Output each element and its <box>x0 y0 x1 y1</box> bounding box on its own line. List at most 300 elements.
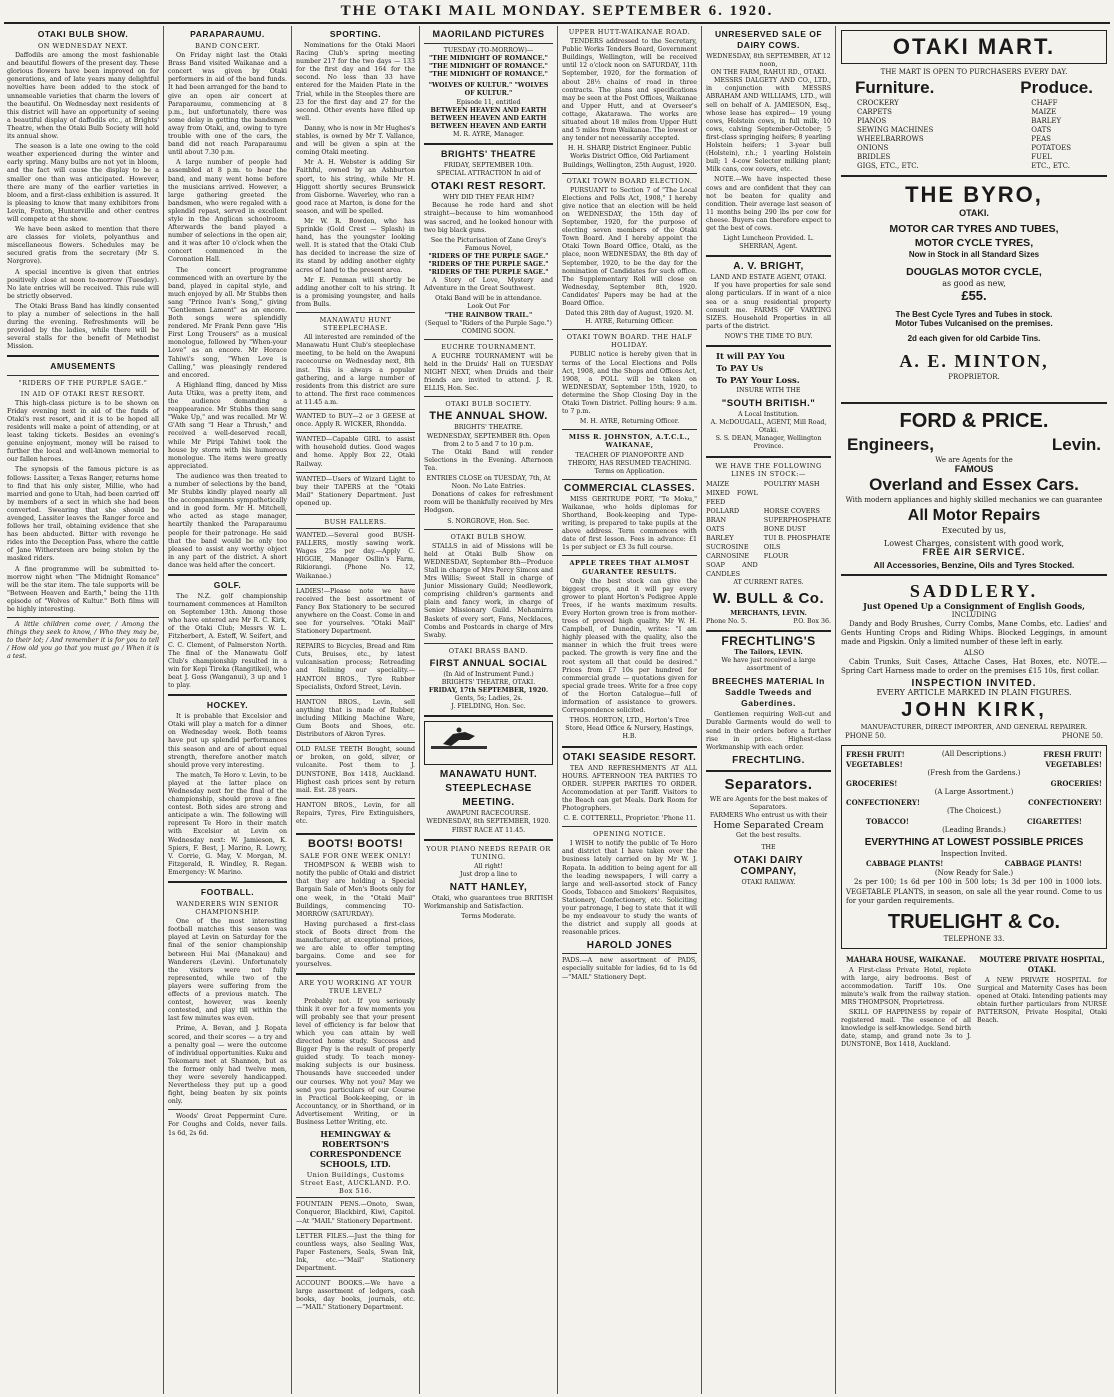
column-2 <box>165 26 290 1394</box>
ford-p1: With modern appliances and highly skilled mechanics we can guarantee <box>845 496 1103 504</box>
pay-line: To PAY Us <box>716 364 764 374</box>
section-rule <box>706 770 831 772</box>
veg-sub: (Fresh from the Gardens.) <box>927 769 1021 777</box>
dairy-sale-date: WEDNESDAY, 8th SEPTEMBER, AT 12 noon, <box>706 53 831 69</box>
paraparaumu-heading: PARAPARAUMU. <box>190 29 265 39</box>
ford-repairs: All Motor Repairs <box>907 507 1041 524</box>
home-cream: Home Separated Cream <box>713 821 824 832</box>
conf-sub: (The Choicest.) <box>946 807 1002 815</box>
stock-item: BRAN <box>706 515 727 524</box>
article-paragraph: All interested are reminded of the Manawatu Hunt Club's steeplechase meeting, to be held on the Awapuni racecourse on Wednesday next, 8th inst. This is always a popular gathering, and a large number of residents from this district are sure to attend. The first race commences at 11.45 a.m. <box>296 334 415 406</box>
section-rule <box>841 402 1107 404</box>
article-paragraph: Gentlemen requiring Well-cut and Durable Garments would do well to send in their orders before a further rise in price. Highest-class Workmanship with each order. <box>706 711 831 751</box>
section-rule <box>424 529 553 530</box>
section-rule <box>296 833 415 835</box>
section-rule <box>706 345 831 347</box>
ford-levin: Levin. <box>1051 435 1101 454</box>
mart-sub: THE MART IS OPEN TO PURCHASERS EVERY DAY. <box>880 68 1068 76</box>
stock-item: MAIZE <box>706 479 730 488</box>
column-separator <box>163 26 164 1394</box>
list-item: SEWING MACHINES <box>857 126 934 134</box>
article-paragraph: Only the best stock can give the biggest crops, and it will pay every grower to plant Horton's Pedigree Apple Trees, if he wants maximum results. Every Horton grown tree is from mother-trees of proved high quality. Mr W. H. Campbell, of Dunedin, writes: "I am highly pleased with the quality, also the manner in which the fruit trees were packed. The growth is very fine and the root system all that could be desired." Prices from £7 10s per hundred for commercial grade — quotations given for special grade trees. Write for a free copy of the Horton Catalogue—full of information of assistance to growers. Correspondence solicited. <box>562 577 697 715</box>
section-rule <box>706 255 831 257</box>
article-paragraph: One of the most interesting football matches this season was played at Levin on Saturday for the final of the senior championship between Hui Mai (Manakau) and Wanderers (Levin). Unfortunately the visitors were not fully represented, while two of the players were suffering from the effects of a previous match. The contest, however, was keenly contested, and play till within the last few minutes was even. <box>168 918 287 1023</box>
stock-item: CARNOSINE <box>706 551 750 560</box>
inspection-invited: Inspection Invited. <box>940 849 1008 858</box>
article-paragraph: TEA AND REFRESHMENTS AT ALL HOURS. AFTERNOON TEA PARTIES TO ORDER. SUPPER PARTIES TO ORDER. Accommodation at per Tariff. Visitors to the Beach can get Meals. Dark Room for Photographers. <box>562 764 697 812</box>
section-rule <box>841 175 1107 177</box>
list-item: GIGS, ETC., ETC. <box>857 162 919 170</box>
annual-date: WEDNESDAY, SEPTEMBER 8th. Open from 2 to 5 and 7 to 10 p.m. <box>426 432 551 448</box>
town-signature: Dated this 28th day of August, 1920. M. H. AYRE, Returning Officer. <box>565 310 694 326</box>
stock-item: OATS <box>706 524 725 533</box>
article-paragraph: On Friday night last the Otaki Brass Band visited Waikanae and a concert was given by Otaki performers in aid of the band funds. It had been arranged for the band to give an open air concert at Paraparaumu, commencing at 8 p.m., but unfortunately, there was some delay in getting the bandsmen away from Otaki, and, owing to tyre trouble with one of the cars, the band did not reach Paraparaumu until about 7.30 p.m. <box>168 52 287 157</box>
half-signature: M. H. AYRE, Returning Officer. <box>579 418 680 426</box>
section-rule <box>562 173 697 174</box>
classified-ad: WANTED.—Several good BUSH-FALLERS, mostly sawing work. Wages 25s per day.—Apply C. HIGGIE, Manager Osllin's Farm, Rikiorangi. (Phone No. 12, Waikanae.) <box>296 528 415 584</box>
stock-item: POULTRY MASH <box>763 479 820 488</box>
cab-row <box>846 859 1102 869</box>
list-item: MAIZE <box>1031 108 1057 116</box>
ford-famous: FAMOUS <box>954 464 994 474</box>
boots-subheading: SALE FOR ONE WEEK ONLY! <box>299 852 412 861</box>
minton-sub: PROPRIETOR. <box>948 373 1000 381</box>
maoriland-feature: "THE MIDNIGHT OF ROMANCE." <box>429 71 548 79</box>
annual-show-heading: THE ANNUAL SHOW. <box>429 410 548 423</box>
frechtling-signature: FRECHTLING. <box>732 754 805 766</box>
every-article: EVERY ARTICLE MARKED IN PLAIN FIGURES. <box>876 688 1072 697</box>
fresh-left: FRESH FRUIT! <box>846 750 905 759</box>
brights-feature: "RIDERS OF THE PURPLE SAGE." <box>428 269 549 277</box>
article-paragraph: Having purchased a first-class stock of Boots direct from the manufacturer, at exceptional prices, we are able to offer tempting bargains. Come and see for yourselves. <box>296 920 415 969</box>
amusements-heading: AMUSEMENTS <box>50 361 116 372</box>
brights-feature: "RIDERS OF THE PURPLE SAGE." <box>428 252 549 260</box>
brights-coming: COMING SOON. <box>461 327 516 335</box>
truelight-box <box>841 745 1107 949</box>
list-item: PIANOS <box>857 117 887 125</box>
list-item: ETC., ETC. <box>1031 162 1070 170</box>
euchre-heading: EUCHRE TOURNAMENT. <box>441 342 536 351</box>
column-separator <box>701 26 702 1394</box>
stock-item <box>764 489 831 507</box>
frechtling-text: We have just received a large assortment of <box>721 657 816 673</box>
section-rule <box>296 973 415 975</box>
article-paragraph: Dandy and Body Brushes, Curry Combs, Mane Combs, etc. Ladies' and Gents Hunting Crops and Riding Whips. Blocked Leggings, in amount made and Pigskin. Only a limited number of these left in early. <box>841 620 1107 646</box>
section-rule <box>562 826 697 827</box>
woods-ad: Woods' Great Peppermint Cure. For Coughs and Colds, never fails. 1s 6d, 2s 6d. <box>168 1113 287 1137</box>
maoriland-serial: "WOLVES OF KULTUR." "WOLVES OF KULTUR." <box>428 82 549 98</box>
amusements-title: "RIDERS OF THE PURPLE SAGE." <box>18 379 148 388</box>
list-item: ONIONS <box>857 144 889 152</box>
list-item: BRIDLES <box>857 153 891 161</box>
tender-heading: UPPER HUTT-WAIKANAE ROAD. <box>568 28 691 36</box>
byro-line: 2d each given for old Carbide Tins. <box>907 334 1041 343</box>
first-race: FIRST RACE AT 11.45. <box>451 826 526 834</box>
truelight-heading: TRUELIGHT & Co. <box>887 910 1061 933</box>
buy-now: NOW'S THE TIME TO BUY. <box>724 332 813 340</box>
ford-exec: Executed by us, <box>941 526 1007 535</box>
column-3 <box>293 26 418 1394</box>
awapuni-racecourse: AWAPUNI RACECOURSE. <box>446 810 531 818</box>
section-rule <box>424 715 553 717</box>
saddlery-also: ALSO <box>963 649 985 657</box>
tob-left: TOBACCO! <box>866 816 909 826</box>
bright-heading: A. V. BRIGHT, <box>733 261 804 273</box>
bush-fallers-heading: BUSH FALLERS. <box>324 517 387 526</box>
mart-heading: OTAKI MART. <box>892 34 1056 59</box>
column-4 <box>421 26 556 1394</box>
list-item: POTATOES <box>1031 144 1071 152</box>
article-paragraph: A large number of people had assembled at 8 p.m. to hear the band, and many went home before the musicians arrived. However, a large gathering greeted the bandsmen, who were regaled with a splendid repast, served in excellent style in the Anglican schoolroom. Afterwards the band played a number of selections in the open air, and it was after 10 o'clock when the concert commenced in the Coronation Hall. <box>168 159 287 264</box>
inspection: INSPECTION INVITED. <box>911 678 1037 689</box>
douglas-heading: DOUGLAS MOTOR CYCLE, <box>906 266 1042 278</box>
article-paragraph: MISS GERTRUDE PORT, "Te Moku," Waikanae, who holds diplomas for Shorthand, Book-keeping and Type-writing, is prepared to take pupils at the above address. Term commences with date of first lesson. Fees in advance: £1 1s per subject or £3 3s full course. <box>562 495 697 552</box>
annual-sec: S. NORGROVE, Hon. Sec. <box>447 517 530 525</box>
piano-heading: YOUR PIANO NEEDS REPAIR OR TUNING. <box>426 844 551 861</box>
mart-title-box <box>841 30 1107 64</box>
paraparaumu-subheading: BAND CONCERT. <box>195 42 260 50</box>
byro-line: MOTOR CAR TYRES AND TUBES, <box>889 223 1059 235</box>
list-item: CARPETS <box>857 108 892 116</box>
hockey-heading: HOCKEY. <box>206 700 249 711</box>
ford-agents: We are Agents for the <box>935 456 1013 464</box>
bulb-show-subheading: ON WEDNESDAY NEXT. <box>37 42 129 50</box>
frechtling-heading: FRECHTLING'S <box>721 634 816 649</box>
column-separator <box>291 26 292 1394</box>
south-agent: A. McDOUGALL, AGENT, Mill Road, Otaki. <box>710 419 827 435</box>
maoriland-episode-title: BETWEEN HEAVEN AND EARTH <box>430 106 547 114</box>
hemingway-heading: HEMINGWAY & ROBERTSON'S CORRESPONDENCE SCHOOLS, LTD. <box>309 1129 402 1170</box>
article-paragraph: THOMPSON & WEBB wish to notify the public of Otaki and district that they are holding a Special Bargain Sale of Men's Boots only for one week, in the "Otaki Mail" Buildings, commencing TO-MORROW (SATURDAY). <box>296 862 415 918</box>
ford-engineers: Engineers, <box>847 435 934 454</box>
douglas-price: £55. <box>961 288 987 303</box>
cab-sub: (Now Ready for Sale.) <box>934 868 1014 877</box>
annual-theatre: BRIGHTS' THEATRE. <box>454 424 523 432</box>
stock-item: HORSE COVERS <box>763 506 820 515</box>
masthead-rule <box>4 22 1110 24</box>
list-item: CHAFF <box>1031 99 1058 107</box>
frechtling-sub: The Tailors, LEVIN. <box>734 649 803 657</box>
article-paragraph: The synopsis of the famous picture is as follows: Lassiter, a Texas Ranger, returns home to find that his only sister, Millie, who had married and gone to Utah, had been carried off by members of a sect in which she had been converted. Swearing that she should be avenged, Lassiter leaves the Ranger force and follows her trail, obtaining evidence that she has been abducted. Bitter with revenge he rides into the Deception Pass, where the cattle of Jane Withersteen are being stolen by the masked riders. <box>7 466 159 563</box>
article-paragraph: Cabin Trunks, Suit Cases, Attache Cases, Hat Boxes, etc. NOTE.—Spring Cart Harness made to order on the premises £15 10s, first collar. <box>841 658 1107 675</box>
classified-ad: PADS.—A new assortment of PADS, especially suitable for ladies, 6d to 1s 6d—"MAIL" Stationery Dept. <box>562 953 697 984</box>
classified-ad: HANTON BROS., Levin, for all Repairs, Tyres, Fire Extinguishers, etc. <box>296 798 415 829</box>
list-item: PEAS <box>1031 135 1051 143</box>
golf-heading: GOLF. <box>213 580 242 590</box>
stock-item: FLOUR <box>763 551 789 560</box>
cab-right: CABBAGE PLANTS! <box>1004 859 1082 868</box>
dairy-the: THE <box>761 844 776 852</box>
article-paragraph: PUBLIC notice is hereby given that in terms of the Local Elections and Polls Act, 1908, and the Shops and Offices Act, 1908, a POLL will be taken on WEDNESDAY, September 15th, 1920, to determine the Shop Closing Day in the Otaki Town District. Polling hours: 9 a.m. to 7 p.m. <box>562 351 697 416</box>
bull-phone: Phone No. 5. <box>706 617 748 625</box>
brights-band: Otaki Band will be in attendance. <box>435 295 542 303</box>
brights-why: WHY DID THEY FEAR HIM? <box>442 194 535 202</box>
byro-sub: OTAKI. <box>959 208 989 218</box>
article-paragraph: This high-class picture is to be shown on Friday evening next in aid of the funds of Otaki's rest resort, and it is to be hoped all residents will make a point of attending, or at least taking tickets. Besides an evening's genuine enjoyment, money will be raised to further the local and well-known memorial to our fallen heroes. <box>7 399 159 464</box>
column-1 <box>4 26 162 1394</box>
brass-band-heading: OTAKI BRASS BAND. <box>448 646 529 655</box>
maoriland-episode-title: BETWEEN HEAVEN AND EARTH <box>430 122 547 130</box>
article-paragraph: A NEW PRIVATE HOSPITAL for Surgical and Maternity Cases has been opened at Otaki. Intending patients may obtain further particulars from NURSE PATTERSON, Private Hospital, Otaki Beach. <box>977 977 1107 1024</box>
article-paragraph: A special incentive is given that entries positively close at noon to-morrow (Tuesday). No late entries will be received. This rule will be strictly observed. <box>7 268 159 300</box>
article-paragraph: A Story of Love, Mystery and Adventure in the Great Southwest. <box>424 277 553 293</box>
moutere-ad <box>977 953 1107 1027</box>
column-separator <box>835 26 836 1394</box>
section-rule <box>7 375 159 376</box>
article-paragraph: Donations of cakes for refreshment room will be thankfully received by Mrs Hodgson. <box>424 491 553 515</box>
first-social-venue: BRIGHTS' THEATRE, OTAKI. <box>441 679 536 686</box>
saddlery-p1: Just Opened Up a Consignment of English Goods, <box>863 601 1085 611</box>
maoriland-feature: "THE MIDNIGHT OF ROMANCE." <box>429 55 548 63</box>
list-item: FUEL <box>1031 153 1052 161</box>
stock-item: OILS <box>763 542 781 551</box>
pay-line: To PAY Your Loss. <box>716 376 800 386</box>
article-paragraph: The match, Te Horo v. Levin, to be played at the latter place on Wednesday next for the final of the championship, should prove a fine contest. Both sides are strong and anticipate a win. The following will represent Te Horo in their match with Excelsior at Levin on Wednesday next: W. Jamieson, K. Spiers, F. Best, J. Marino, R. Lowry, V. Corrie, G. May, V. Morgan, M. Fitzgerald, R. Windley, R. Regan. Emergency: W. Marino. <box>168 771 287 876</box>
pay-line: It will PAY You <box>716 352 785 362</box>
ford-lowest: Lowest Charges, consistent with good work, <box>883 539 1065 548</box>
first-social-fees: Gents, 5s; Ladies, 2s. <box>454 695 523 703</box>
classified-ad: ACCOUNT BOOKS.—We have a large assortment of ledgers, cash books, day books, journals, etc.—"MAIL" Stationery Department. <box>296 1276 415 1315</box>
mahara-heading: MAHARA HOUSE, WAIKANAE. <box>846 955 966 964</box>
stock-item: POLLARD <box>706 506 740 515</box>
article-paragraph: It is probable that Excelsior and Otaki will play a match for a dinner on Wednesday week. Both teams have put up splendid performances this season and are of about equal strength, therefore another match should prove very interesting. <box>168 713 287 769</box>
stock-rates: AT CURRENT RATES. <box>733 578 804 586</box>
bull-heading: W. BULL & Co. <box>712 589 825 607</box>
separators-heading: Separators. <box>724 775 813 793</box>
first-social-sec: J. FIELDING, Hon. Sec. <box>451 703 526 711</box>
saddlery-heading: SADDLERY. <box>909 581 1039 601</box>
bulb-society-heading: OTAKI BULB SOCIETY. <box>445 400 532 409</box>
list-item: CROCKERY <box>857 99 899 107</box>
section-rule <box>424 143 553 145</box>
byro-line: Now in Stock in all Standard Sizes <box>908 250 1040 259</box>
furniture-heading: Furniture. <box>855 78 935 97</box>
section-rule <box>296 514 415 515</box>
kirk-phone: PHONE 50. <box>845 732 887 740</box>
section-rule <box>841 574 1107 576</box>
groc-left: GROCERIES! <box>846 778 898 788</box>
first-social-heading: FIRST ANNUAL SOCIAL <box>429 657 548 669</box>
separators-text: WE are Agents for the best makes of Separators. <box>709 795 828 811</box>
article-paragraph: The Otaki Band will render Selections in the Evening. Afternoon Tea. <box>424 448 553 472</box>
conf-left: CONFECTIONERY! <box>846 797 920 807</box>
south-british: "SOUTH BRITISH." <box>721 398 816 410</box>
bulb-show-heading: OTAKI BULB SHOW. <box>37 29 129 39</box>
luncheon: Light Luncheon Provided. L. SHERRAN, Agent. <box>723 235 814 251</box>
article-paragraph: Mr A. H. Webster is adding Sir Faithful, owned by an Ashburton sport, to his string, while Mr H. Higgott shortly secures Brunswick from Gisborne. Waverley, who ran a good race at Marton, is done for the season, and will be spelled. <box>296 159 415 215</box>
working-heading: ARE YOU WORKING AT YOUR TRUE LEVEL? <box>298 979 413 996</box>
groc-sub: (A Large Assortment.) <box>934 788 1014 796</box>
brights-trail: "THE RAINBOW TRAIL." <box>444 311 533 319</box>
ford-cars: Overland and Essex Cars. <box>869 475 1079 494</box>
dairy-sale-heading: UNRESERVED SALE OF DAIRY COWS. <box>714 29 823 50</box>
stock-item: SUPERPHOSPHATE <box>763 515 831 524</box>
seaside-signature: C. E. COTTERELL, Proprietor. 'Phone 11. <box>563 815 696 823</box>
saddlery-incl: INCLUDING <box>951 611 997 619</box>
dairy-company: OTAKI DAIRY COMPANY, <box>733 855 804 878</box>
opening-heading: OPENING NOTICE. <box>593 830 666 839</box>
maoriland-episode: Episode 11, entitled <box>456 98 521 106</box>
classified-ad: WANTED to BUY—2 or 3 GEESE at once. Apply R. WICKER, Rhondda. <box>296 409 415 432</box>
maoriland-heading: MAORILAND PICTURES <box>432 29 545 39</box>
brights-see: See the Picturisation of Zane Grey's Famous Novel, <box>430 236 547 252</box>
fresh-center: (All Descriptions.) <box>941 750 1007 758</box>
brights-feature: "RIDERS OF THE PURPLE SAGE." <box>428 260 549 268</box>
ford-acc: All Accessories, Benzine, Oils and Tyres Stocked. <box>873 560 1075 570</box>
article-paragraph: The audience was then treated to a number of selections by the band, Mr Stubbs kindly played nearly all the accompaniments sympathetically and in good form. Mr H. Mitchell, who acted as stage manager, heartily thanked the Paraparaumu people for their patronage. He said that the band would be only too pleased to assist any worthy object in any part of the district. A short dance was held after the concert. <box>168 472 287 569</box>
bull-sub: MERCHANTS, LEVIN. <box>730 609 807 617</box>
stock-item: SUCROSINE <box>706 542 749 551</box>
maoriland-feature: "THE MIDNIGHT OF ROMANCE." <box>429 63 548 71</box>
byro-line: MOTOR CYCLE TYRES, <box>914 237 1034 249</box>
section-rule <box>7 617 159 618</box>
section-rule <box>562 555 697 556</box>
sporting-heading: SPORTING. <box>329 29 382 39</box>
section-rule <box>7 355 159 357</box>
list-item: WHEELBARROWS <box>857 135 924 143</box>
brights-heading: BRIGHTS' THEATRE <box>441 149 536 160</box>
tob-row <box>846 817 1102 827</box>
section-rule <box>562 429 697 430</box>
maoriland-manager: M. R. AYRE, Manager. <box>452 130 525 138</box>
piano-right: All right! <box>474 862 503 870</box>
commercial-heading: COMMERCIAL CLASSES. <box>564 482 695 494</box>
section-rule <box>562 746 697 748</box>
brights-sequel: (Sequel to "Riders of the Purple Sage.") <box>425 319 552 327</box>
maoriland-episode-title: BETWEEN HEAVEN AND EARTH <box>430 114 547 122</box>
lowest-prices: EVERYTHING AT LOWEST POSSIBLE PRICES <box>864 836 1084 848</box>
article-paragraph: Prime, A. Bevan, and J. Ropata scored, and their scores — a try and a penalty goal — were the outcome of individual opportunities. Kuku and Tokomaru met at Shannon, but as the former only had twelve men, they were severely handicapped. Nevertheless they put up a good fight, being beaten by six points only. <box>168 1025 287 1106</box>
brights-special: SPECIAL ATTRACTION In aid of <box>436 170 541 178</box>
section-rule <box>562 479 697 480</box>
article-paragraph: STALLS in aid of Missions will be held at Otaki Bulb Show on WEDNESDAY, September 8th—Produce Stall in charge of Mrs Percy Simcox and Mrs Willis; Sweet Stall in charge of Junior Missionary Guild; Needlework, comprising children's garments and plain and fancy work, in charge of Senior Missionary Guild. Mehamirra Baskets of every sort, Fans, Necklaces, Combs and Postcards in charge of Mrs Swaby. <box>424 542 553 639</box>
column-5 <box>559 26 700 1394</box>
article-paragraph: The Otaki Brass Band has kindly consented to play a number of selections in the hall during the evening. Refreshments will be provided by the ladies, while there will be several stalls for the benefit of Methodist Mission. <box>7 302 159 351</box>
article-paragraph: Danny, who is now in Mr Hughes's stables, is owned by Mr T. Vallance, and will be given a spin at the coming Otaki meeting. <box>296 124 415 157</box>
moutere-heading: MOUTERE PRIVATE HOSPITAL, OTAKI. <box>979 955 1105 974</box>
farmers: FARMERS Who entrust us with their <box>709 811 828 819</box>
column-7 <box>838 26 1110 1394</box>
groc-right: GROCERIES! <box>1050 778 1102 788</box>
byro-heading: THE BYRO, <box>905 182 1043 207</box>
harold-jones: HAROLD JONES <box>586 940 673 952</box>
article-paragraph: MESSRS DALGETY AND CO., LTD., in conjunction with MESSRS ABRAHAM AND WILLIAMS, LTD., will sell on behalf of A. JAMIESON, Esq., whose lease has expired— 19 young cows, Holstein cows, in full milk; 10 cows, calving September-October; 5 first-class springing heifers; 8 yearling Holstein heifers; 1 3-year bull (Holstein), r.h.; 1 yearling Holstein bull; 1 4-cow Selecter milking plant; Milk cans, cow covers, etc. <box>706 77 831 174</box>
article-paragraph: Mr W. R. Bowden, who has Sprinkle (Gold Crest — Splash) in hand, has the youngster looking well. It is stated that the Otaki Club has decided to increase the size of its stand by adding another eighty acres of land to the present area. <box>296 217 415 274</box>
classified-ad: REPAIRS to Bicycles, Bread and Rim Cuts, Bruises, etc., by latest vulcanisation process; Retreading and Relining our speciality.—HANTON BROS., Tyre Rubber Specialists, Oxford Street, Levin. <box>296 639 415 695</box>
article-paragraph: A fine programme will be submitted to-morrow night when "The Midnight Romance" will be the star item. The tale supports will be "Between Heaven and Earth," being the 11th episode of "Wolves of Kultur." Both films will be highly interesting. <box>7 565 159 613</box>
classified-ad: OLD FALSE TEETH Bought, sound or broken, on gold, silver, or vulcanite. Post them to J. DUNSTONE, Box 1418, Auckland. Highest cash prices sent by return mail. Est. 28 years. <box>296 742 415 798</box>
annual-entries: ENTRIES CLOSE on TUESDAY, 7th, At Noon. No Late Entries. <box>426 475 551 491</box>
article-paragraph: SKILL OF HAPPINESS by repair of registered mail. The essence of all knowledge is self-knowledge. Send birth date, stamp, and grand note 3s to J. DUNSTONE, Box 1418, Auckland. <box>841 1009 971 1048</box>
amusements-subtitle: IN AID OF OTAKI REST RESORT. <box>20 389 146 398</box>
list-item: BARLEY <box>1031 117 1062 125</box>
article-paragraph: TENDERS addressed to the Secretary, Public Works Tenders Board, Government Buildings, Wellington, will be received until 12 o'clock noon on SATURDAY, 11th September, 1920, for the formation of about 28½ chains of road in three contracts. The plans and specifications may be seen at the Post Offices, Waikanae and Upper Hutt, and at Overseer's cottage, Akatarawa. The works are situated about 18 miles from Upper Hutt and 5 miles from Waikanae. The lowest or any tender not necessarily accepted. <box>562 38 697 143</box>
kirk-phones <box>841 732 1107 741</box>
stock-heading: WE HAVE THE FOLLOWING LINES IN STOCK:— <box>715 461 822 478</box>
classified-ad: LADIES!—Please note we have received the best assortment of Fancy Box Stationery to be secured anywhere on the Coast. Come in and see for yourselves. "Otaki Mail" Stationery Department. <box>296 584 415 640</box>
article-paragraph: Because he rode hard and shot straight—because to him womanhood was sacred, and he looked honour with two big black guns. <box>424 202 553 234</box>
mart-titles <box>841 77 1107 99</box>
piano-name: NATT HANLEY, <box>449 882 528 894</box>
article-paragraph: PURSUANT to Section 7 of "The Local Elections and Polls Act, 1908," I hereby give notice that an election will be held on WEDNESDAY, the 15th day of September, 1920, for the purpose of electing seven members of the Otaki Town Board. And I hereby appoint the Otaki Town Board Office, Otaki, as the place, noon WEDNESDAY, the 8th day of September, 1920, to be the day for the nomination of Candidates for such office. The Supplementary Roll will close on Wednesday, September 8th, 1920. Candidates' Papers may be had at the Board Office. <box>562 186 697 307</box>
brights-rest-resort: OTAKI REST RESORT. <box>431 181 546 193</box>
brights-look: Look Out For <box>467 303 510 311</box>
stock-item: BARLEY <box>706 533 734 542</box>
mahara-ad <box>841 953 971 1051</box>
ford-heading: FORD & PRICE. <box>899 410 1049 432</box>
section-rule <box>168 574 287 576</box>
article-paragraph: The concert programme commenced with an overture by the band, played in capital style, and much enjoyed by all. Mr Stubbs then sang "Prince Ivan's Song," giving "Gentlemen Lament" as an encore. Both songs were splendidly rendered. Mr Frank Penn gave "His First Long Trousers" as a musical monologue, followed by "When-your Love" as an encore. Mr Horace Tahiwi's song, "When Love is Calling," was pleasingly rendered and encored. <box>168 266 287 379</box>
conf-row <box>846 798 1102 808</box>
horton-signature: THOS. HORTON, LTD., Horton's Tree Store, Head Office & Nursery, Hastings, H.B. <box>565 717 694 741</box>
section-rule <box>424 43 553 44</box>
article-paragraph: Mr E. Penman will shortly be adding another colt to his string. It is a promising youngster, and hails from Bulls. <box>296 276 415 308</box>
list-item: OATS <box>1031 126 1052 134</box>
kirk-sub: MANUFACTURER, DIRECT IMPORTER, AND GENERAL REPAIRER. <box>860 723 1088 731</box>
poem: A little children come over, / Among the things they seek to know, / Who they may be, to their lot; / And remember it is for you to tell / How old you go that you must go / When it is a test. <box>7 621 159 661</box>
produce-list <box>1031 99 1091 171</box>
piano-terms: Terms Moderate. <box>461 913 516 921</box>
section-rule <box>168 881 287 883</box>
section-rule <box>706 456 831 458</box>
football-heading: FOOTBALL. <box>200 887 255 897</box>
douglas-sub: as good as new, <box>942 279 1006 288</box>
tender-signature: H. H. SHARP, District Engineer. Public Works District Office, Old Parliament Buildings, Wellington, 25th August, 1920. <box>562 145 697 169</box>
tob-sub: (Leading Brands.) <box>942 826 1006 834</box>
article-paragraph: A Highland fling, danced by Miss Auta Utiku, was a pretty item, and the audience demanding a reappearance. Mr Stubbs then sang "Wake Up," and was recalled. Mr W. G'Ath sang "I Hear a Thrush," and received a well-deserved recall, while Mr Piripi Tahiwi took the house by storm with his humorous monologue. The items were greatly appreciated. <box>168 381 287 470</box>
meeting-date: WEDNESDAY, 8th SEPTEMBER, 1920. <box>426 818 551 826</box>
section-rule <box>562 329 697 330</box>
article-paragraph: Nominations for the Otaki Maori Racing Club's spring meeting number 217 for the two days — 133 for the first day and 164 for the second. No less than 33 have entered for the Maiden Plate in the Trial, while in the Steeples there are 23 for the first day and 27 for the second. Other events have filled up well. <box>296 42 415 122</box>
section-rule <box>424 339 553 340</box>
best-results: Get the best results. <box>736 832 801 840</box>
bull-contact <box>706 618 831 626</box>
telephone: TELEPHONE 33. <box>943 934 1005 943</box>
column-separator <box>419 26 420 1394</box>
stock-item: BONE DUST <box>763 524 806 533</box>
section-rule <box>296 312 415 313</box>
article-paragraph: NOTE.—We have inspected these cows and are confident that they can not be beaten for quality and condition. Their average last season of 11 months being 290 lbs per cow for cheese. Buyers can therefore expect to get the best of cows. <box>706 176 831 232</box>
hemingway-address: Union Buildings, Customs Street East, AUCKLAND. P.O. Box 516. <box>300 1171 411 1196</box>
insure: INSURE WITH THE <box>736 387 801 394</box>
article-paragraph: A EUCHRE TOURNAMENT will be held in the Druids' Hall on TUESDAY NIGHT NEXT, when Druids and their friends are invited to attend. J. R. ELLIS, Hon. Sec. <box>424 352 553 393</box>
article-paragraph: I WISH to notify the public of Te Horo and district that I have taken over the business lately carried on by Mr W. J. Ropata. In addition to being agent for all the leading newspapers, I will carry a large and well-assorted stock of Fancy Goods, Tobacco and Smokers' Requisites, Stationery, Confectionery, etc. Soliciting your patronage, I beg to state that it will be my endeavour to study the wants of the district and supply all goods at reasonable prices. <box>562 840 697 937</box>
bull-box: P.O. Box 36. <box>793 617 831 625</box>
byro-line: Motor Tubes Vulcanised on the premises. <box>895 319 1053 328</box>
classified-ad: WANTED—Users of Wizard Light to buy their TAPERS at the "Otaki Mail" Stationery Department. Just opened up. <box>296 472 415 511</box>
classified-ad: WANTED—Capable GIRL to assist with household duties. Good wages and home. Apply Box 22, Otaki Railway. <box>296 432 415 471</box>
article-paragraph: The season is a late one owing to the cold weather experienced during the winter and early spring. Many bulbs are not yet in bloom, and the fact will cause the display to be a smaller one than was anticipated. However, there are many of the earlier varieties in bloom, and a first-class exhibition is assured. It is pleasing to know that many exhibitors from Levin, Foxton, Hunterville and other centres will compete at the show. <box>7 143 159 223</box>
fresh-row <box>846 750 1102 760</box>
johnston-text: TEACHER OF PIANOFORTE AND THEORY, HAS RESUMED TEACHING. Terms on Application. <box>567 451 692 475</box>
article-paragraph: We have been asked to mention that there are classes for violets, polyanthus and miscellaneous flowers. Schedules may be secured gratis from the secretary (Mr S. Norgrove). <box>7 226 159 266</box>
column-6 <box>703 26 834 1394</box>
veg-row <box>846 760 1102 770</box>
classified-ad: HANTON BROS., Levin, sell anything that is made of Rubber, including Milking Machine Ware, Gum Boots and Shoes, etc. Distributors of Akron Tyres. <box>296 695 415 742</box>
veg-left: VEGETABLES! <box>846 759 903 769</box>
seaside-heading: OTAKI SEASIDE RESORT. <box>562 751 697 763</box>
johnston-heading: MISS R. JOHNSTON, A.T.C.L., WAIKANAE, <box>568 433 691 450</box>
pay-block <box>706 351 831 387</box>
stock-item: SOAP AND CANDLES <box>706 560 758 578</box>
article-paragraph: 2s per 100; 1s 6d per 100 in 500 lots; 1s 3d per 100 in 1000 lots. VEGETABLE PLANTS, in season, on sale all the year round. Come to us for your garden requirements. <box>846 878 1102 905</box>
half-holiday-heading: OTAKI TOWN BOARD. THE HALF HOLIDAY. <box>566 333 693 350</box>
article-paragraph: Daffodils are among the most fashionable and beautiful flowers of the present day. These glorious flowers have been improved on for generations, and of late years many delightful novelties have been added to the stock of unnameable varieties that charm the lovers of the beautiful. On Wednesday next residents of this district will have an opportunity of seeing a beautiful display of daffodils etc., at Brights' Theatre, when the Otaki Bulb Society will hold its annual show. <box>7 52 159 141</box>
bulb-show-stalls-heading: OTAKI BULB SHOW. <box>450 532 527 541</box>
manawatu-hunt-heading: MANAWATU HUNT. <box>439 769 538 781</box>
minton-heading: A. E. MINTON, <box>899 351 1049 371</box>
article-paragraph: A First-class Private Hotel, replete with large, airy bedrooms. Best of accommodation. Tariff 10s. One minute's walk from the railway station. MRS THOMPSON, Proprietress. <box>841 967 971 1006</box>
